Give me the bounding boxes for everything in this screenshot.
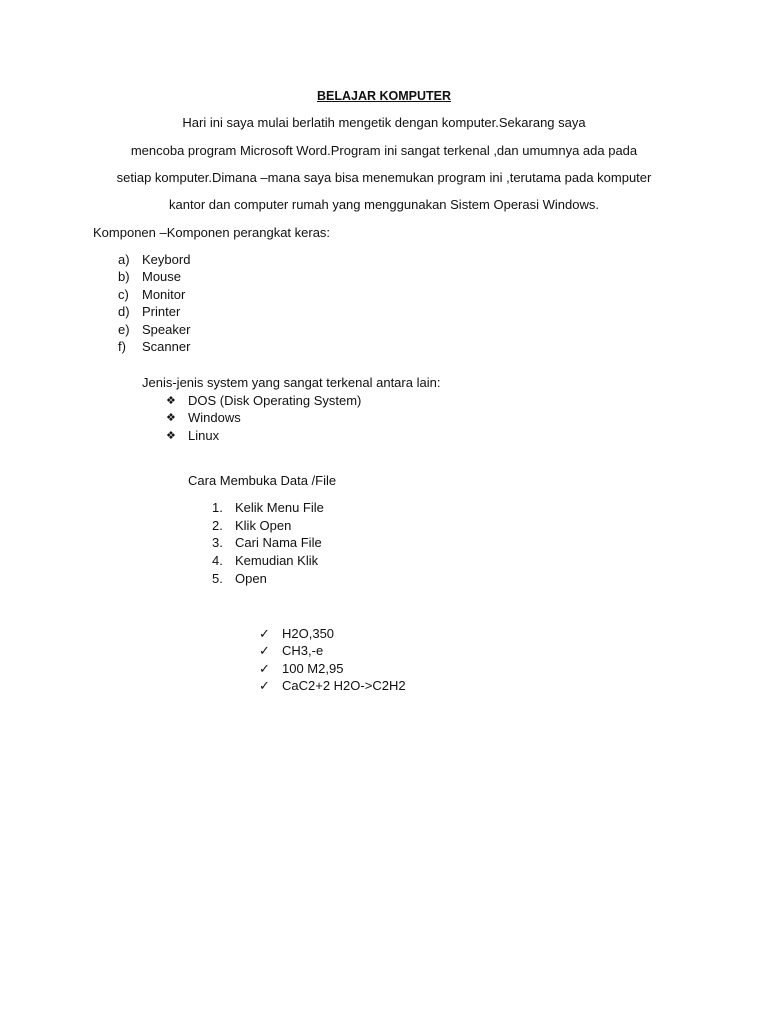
list-item-text: Open xyxy=(235,571,267,586)
list-item-text: DOS (Disk Operating System) xyxy=(188,393,362,408)
list-marker: 5. xyxy=(212,571,223,586)
list-marker: d) xyxy=(118,304,130,319)
list-item-text: Linux xyxy=(188,428,220,443)
list-item-text: Speaker xyxy=(142,322,191,337)
checkmark-icon: ✓ xyxy=(259,661,270,676)
list-item-text: H2O,350 xyxy=(282,626,335,641)
document-title: BELAJAR KOMPUTER xyxy=(316,89,452,103)
os-heading: Jenis-jenis system yang sangat terkenal antara lain: xyxy=(142,375,441,390)
intro-line-3: setiap komputer.Dimana –mana saya bisa menemukan program ini ,terutama pada komputer xyxy=(116,170,652,185)
list-marker: 3. xyxy=(212,535,223,550)
checkmark-icon: ✓ xyxy=(259,678,270,693)
list-item-text: 100 M2,95 xyxy=(282,661,344,676)
list-marker: 1. xyxy=(212,500,223,515)
komponen-heading: Komponen –Komponen perangkat keras: xyxy=(93,225,331,240)
list-item-text: Printer xyxy=(142,304,181,319)
list-item-text: Kemudian Klik xyxy=(235,553,319,568)
list-marker: f) xyxy=(118,339,126,354)
diamond-bullet-icon: ❖ xyxy=(166,395,176,407)
list-marker: 4. xyxy=(212,553,223,568)
list-marker: 2. xyxy=(212,518,223,533)
list-marker: c) xyxy=(118,287,129,302)
list-item-text: CH3,-e xyxy=(282,643,324,658)
list-item-text: Kelik Menu File xyxy=(235,500,324,515)
list-item-text: Monitor xyxy=(142,287,186,302)
diamond-bullet-icon: ❖ xyxy=(166,412,176,424)
checkmark-icon: ✓ xyxy=(259,626,270,641)
list-item-text: Mouse xyxy=(142,269,182,284)
list-marker: a) xyxy=(118,252,130,267)
list-item-text: Cari Nama File xyxy=(235,535,322,550)
intro-line-4: kantor dan computer rumah yang menggunakan Sistem Operasi Windows. xyxy=(169,197,599,212)
intro-line-2: mencoba program Microsoft Word.Program ini sangat terkenal ,dan umumnya ada pada xyxy=(130,143,638,158)
list-item-text: Scanner xyxy=(142,339,191,354)
list-item-text: Windows xyxy=(188,410,241,425)
list-item-text: Klik Open xyxy=(235,518,292,533)
list-marker: b) xyxy=(118,269,130,284)
list-item-text: Keybord xyxy=(142,252,191,267)
checkmark-icon: ✓ xyxy=(259,643,270,658)
file-heading: Cara Membuka Data /File xyxy=(188,473,337,488)
list-item-text: CaC2+2 H2O->C2H2 xyxy=(282,678,406,693)
list-marker: e) xyxy=(118,322,130,337)
intro-line-1: Hari ini saya mulai berlatih mengetik dengan komputer.Sekarang saya xyxy=(182,115,586,130)
diamond-bullet-icon: ❖ xyxy=(166,430,176,442)
